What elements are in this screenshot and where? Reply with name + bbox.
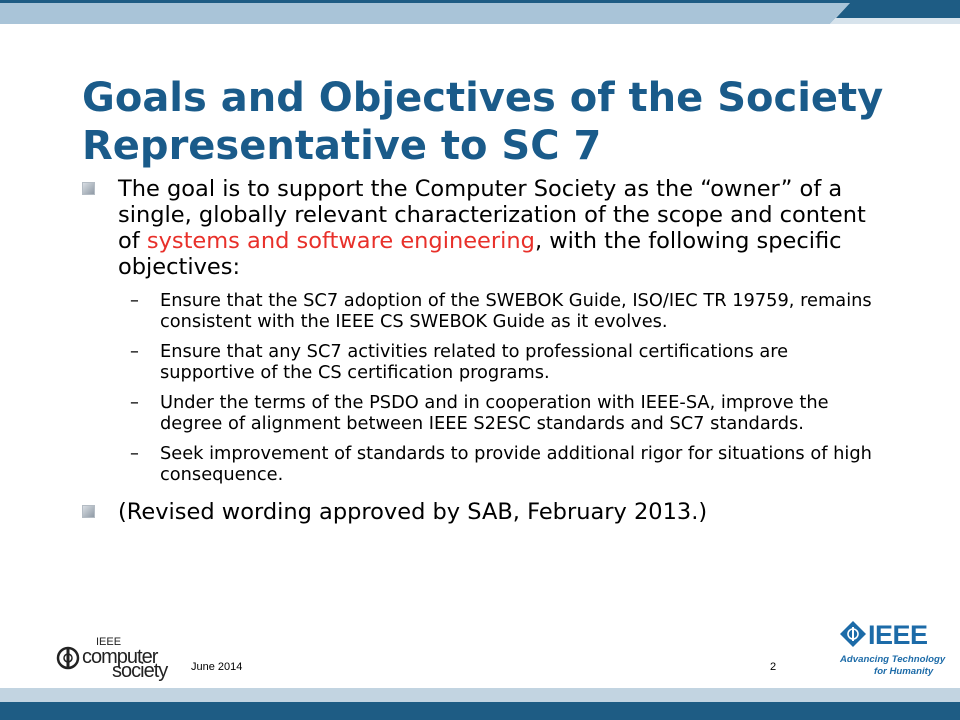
objective-item [118,290,880,332]
goal-highlight: systems and software engineering [146,228,535,254]
bullet-revision-note [80,499,880,525]
cs-logo-ieee: IEEE [96,636,122,648]
square-bullet-icon [82,182,95,195]
ieee-diamond-icon [840,621,866,647]
objective-text: Seek improvement of standards to provide additional rigor for situations of high consequence. [160,443,872,485]
square-bullet-icon [82,505,95,518]
top-decorative-band [0,0,960,26]
computer-society-mark-icon [56,646,80,670]
dash-bullet-icon: – [130,443,139,464]
ieee-tagline-2: for Humanity [874,666,934,677]
objective-item [118,341,880,383]
bullet-goal [80,176,880,485]
bullet-list [80,176,880,539]
goal-text-before: The goal is to support the Computer Society as the “owner” of a single, globally relevant characterization of the scope and content of [118,176,866,254]
dash-bullet-icon: – [130,392,139,413]
objective-item [118,443,880,485]
objective-text: Ensure that the SC7 adoption of the SWEBOK Guide, ISO/IEC TR 19759, remains consistent with the IEEE CS SWEBOK Guide as it evolves. [160,290,872,332]
ieee-tagline-1: Advancing Technology [840,654,946,665]
cs-logo-computer: computer [82,646,158,668]
page-number: 2 [770,661,777,673]
bottom-decorative-band [0,684,960,720]
revision-note-text: (Revised wording approved by SAB, February 2013.) [118,499,708,525]
objective-item [118,392,880,434]
dash-bullet-icon: – [130,290,139,311]
computer-society-logo [56,636,186,680]
ieee-logo [840,620,950,680]
slide-title: Goals and Objectives of the Society Representative to SC 7 [82,75,884,169]
ieee-logo-word: IEEE [868,620,928,650]
cs-logo-society: society [112,660,168,682]
objectives-list [118,290,880,485]
goal-text-after: , with the following specific objectives: [118,228,842,280]
dash-bullet-icon: – [130,341,139,362]
objective-text: Ensure that any SC7 activities related to professional certifications are supportive of the CS certification programs. [160,341,789,383]
footer-date: June 2014 [191,661,243,673]
objective-text: Under the terms of the PSDO and in cooperation with IEEE-SA, improve the degree of alignment between IEEE S2ESC standards and SC7 standards. [160,392,829,434]
